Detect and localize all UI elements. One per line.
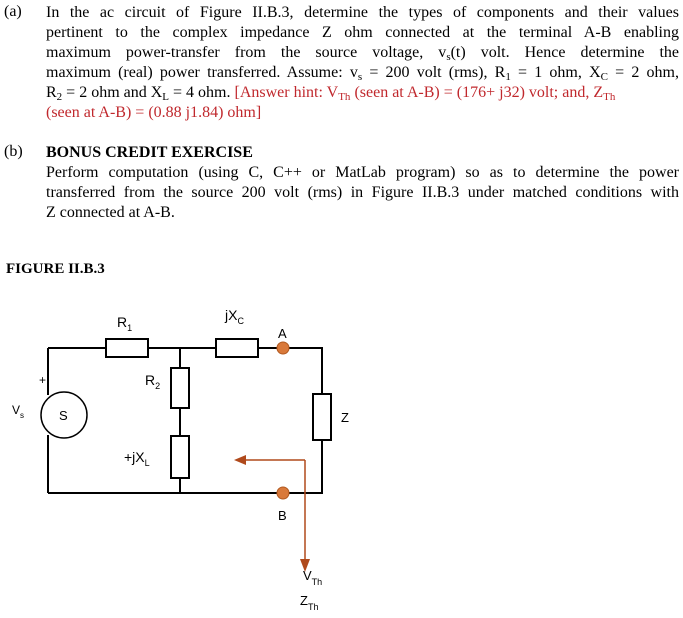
terminal-a [277, 342, 289, 354]
load-z [313, 394, 331, 440]
thevenin-arrow-line [244, 460, 305, 560]
part-a-line-6: (seen at A-B) = (0.88 j1.84) ohm] [46, 104, 262, 121]
label-vs: $V_s$ [12, 403, 25, 420]
part-a-label: (a) [4, 3, 22, 20]
label-vth: $V_{Th}$ [303, 568, 323, 587]
reactance-xc [216, 339, 258, 357]
resistor-r1 [106, 339, 148, 357]
part-b-line-3: Z connected at A-B. [46, 204, 175, 221]
label-r1: $R_1$ [117, 314, 133, 333]
label-zth: $Z_{Th}$ [300, 593, 319, 612]
inductor-xl [171, 436, 189, 478]
label-r2: $R_2$ [145, 372, 161, 391]
part-a-line-3: maximum power-transfer from the source voltage, $v_s(t)$ volt. Hence determine the [46, 44, 679, 63]
part-a-line-2: pertinent to the complex impedance Z ohm connected at the terminal A-B enabling [46, 24, 679, 41]
terminal-b [277, 487, 289, 499]
part-b-label: (b) [4, 143, 23, 160]
thevenin-indicator [234, 455, 310, 572]
part-a-line-5: $R_2 = 2$ ohm and $X_L = 4$ ohm. [Answer hint: $V_{Th}$ (seen at A-B) = (176+ j32) volt; and, $Z_{Th}$ [46, 84, 616, 103]
part-a-line-1: In the ac circuit of Figure II.B.3, determine the types of components and their values [46, 4, 679, 21]
top-wire-right [258, 348, 322, 394]
part-a-line-4: maximum (real) power transferred. Assume: $v_s = 200$ volt (rms), $R_1 = 1$ ohm, $X_C = 2$ ohm, [46, 64, 679, 83]
label-source: S [59, 408, 68, 423]
label-z: Z [341, 410, 349, 425]
part-b-line-2: transferred from the source 200 volt (rms) in Figure II.B.3 under matched conditions with [46, 184, 679, 201]
part-b-text [46, 143, 679, 223]
figure-caption: FIGURE II.B.3 [6, 261, 105, 277]
resistor-r2 [171, 368, 189, 408]
part-b-line-1: Perform computation (using C, C++ or MatLab program) so as to determine the power [46, 164, 679, 181]
bonus-heading: BONUS CREDIT EXERCISE [46, 144, 253, 161]
label-node-b: B [278, 508, 287, 523]
label-plus: + [39, 373, 47, 387]
label-xl: $+jX_L$ [124, 449, 150, 468]
answer-hint: [Answer hint: $V_{Th}$ (seen at A-B) = (176+ j32) volt; and, $Z_{Th}$ [234, 84, 616, 103]
thevenin-arrowhead-left [234, 455, 246, 465]
part-a-text [46, 3, 679, 123]
label-xc: $jX_C$ [225, 307, 244, 326]
circuit-diagram [0, 290, 683, 618]
label-node-a: A [278, 326, 287, 341]
